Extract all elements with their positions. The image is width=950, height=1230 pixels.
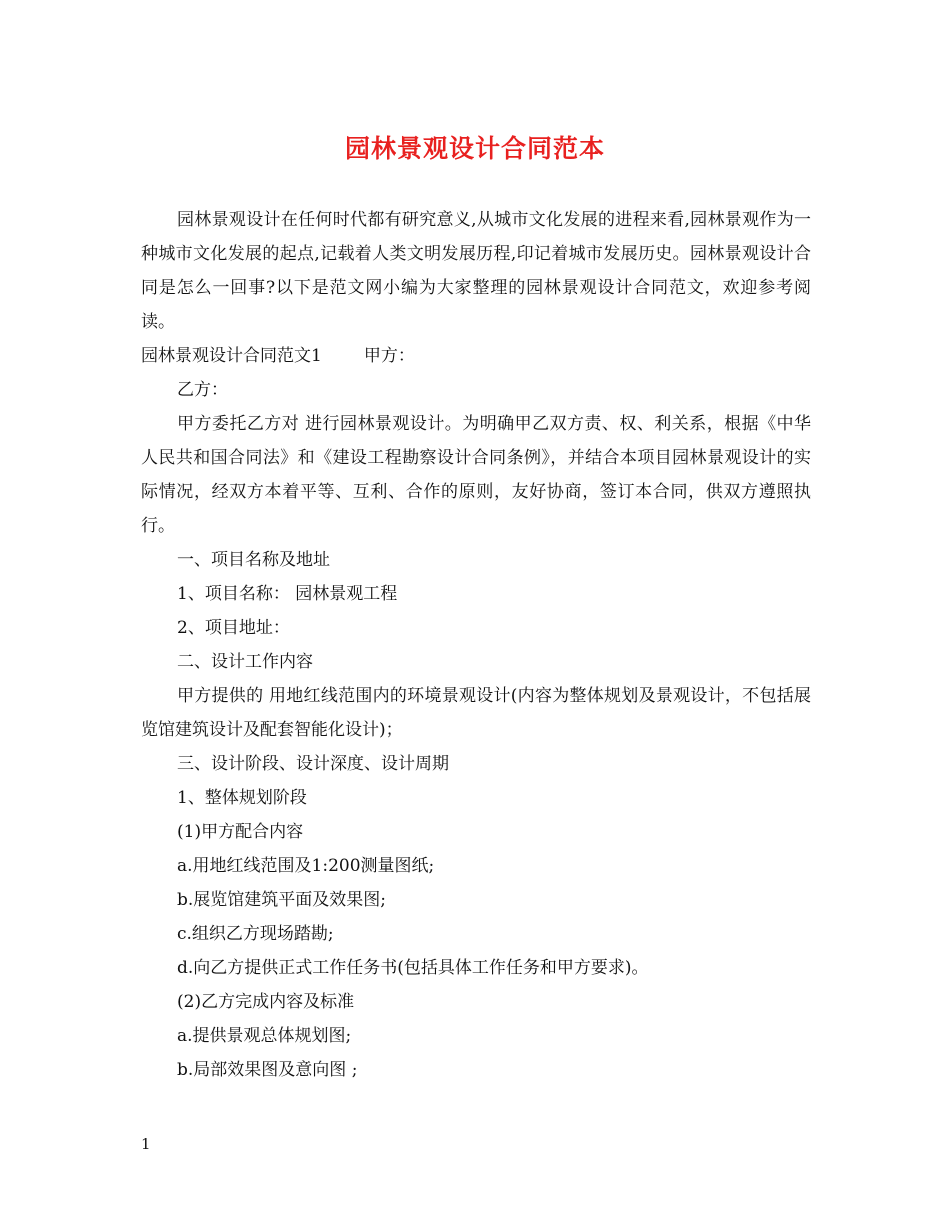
party-a-label: 甲方： — [363, 346, 415, 366]
party-a-items-title: (1)甲方配合内容 — [177, 822, 304, 842]
list-item: b.局部效果图及意向图 ; — [177, 1060, 358, 1080]
work-content-paragraph: 甲方提供的 用地红线范围内的环境景观设计(内容为整体规划及景观设计，不包括展览馆建筑设计及配套智能化设计)； — [141, 686, 811, 740]
project-address-line: 2、项目地址： — [177, 618, 290, 638]
document-body — [141, 203, 811, 1087]
section-1-title: 一、项目名称及地址 — [177, 550, 330, 570]
document-title: 园林景观设计合同范本 — [344, 134, 605, 163]
project-name-line: 1、项目名称： 园林景观工程 — [177, 584, 398, 604]
intro-paragraph: 园林景观设计在任何时代都有研究意义,从城市文化发展的进程来看,园林景观作为一种城市文化发展的起点,记载着人类文明发展历程,印记着城市发展历史。园林景观设计合同是怎么一回事?以下是范文网小编为大家整理的园林景观设计合同范文，欢迎参考阅读。 — [141, 210, 811, 332]
list-item: a.用地红线范围及1:200测量图纸; — [177, 856, 435, 876]
list-item: d.向乙方提供正式工作任务书(包括具体工作任务和甲方要求)。 — [177, 958, 649, 978]
section-2-title: 二、设计工作内容 — [177, 652, 313, 672]
list-item: c.组织乙方现场踏勘; — [177, 924, 334, 944]
preamble-paragraph: 甲方委托乙方对 进行园林景观设计。为明确甲乙双方责、权、利关系，根据《中华人民共和国合同法》和《建设工程勘察设计合同条例》，并结合本项目园林景观设计的实际情况，经双方本着平等、互利、合作的原则，友好协商，签订本合同，供双方遵照执行。 — [141, 414, 811, 536]
party-b-items-title: (2)乙方完成内容及标准 — [177, 992, 355, 1012]
sample-heading-line — [141, 339, 811, 373]
sample-heading: 园林景观设计合同范文1 — [141, 346, 322, 366]
party-b-label: 乙方： — [177, 380, 228, 400]
stage-1-title: 1、整体规划阶段 — [177, 788, 307, 808]
section-3-title: 三、设计阶段、设计深度、设计周期 — [177, 754, 449, 774]
list-item: a.提供景观总体规划图; — [177, 1026, 352, 1046]
page-number: 1 — [141, 1135, 151, 1153]
list-item: b.展览馆建筑平面及效果图; — [177, 890, 387, 910]
